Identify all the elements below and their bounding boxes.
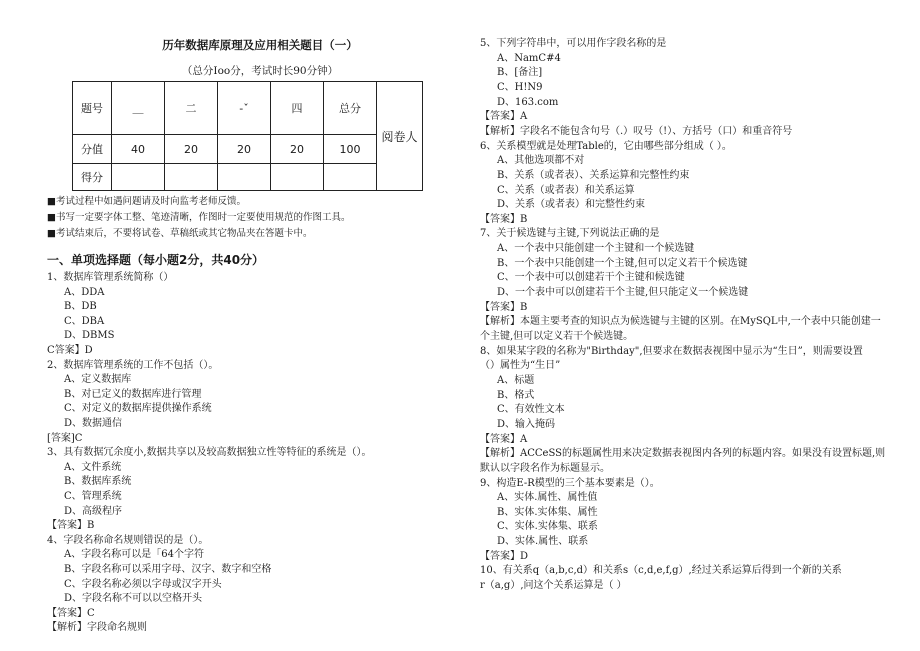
question-line: 8、如果某字段的名称为"Birthday",但要求在数据表视图中显示为“生日”，则需要设置	[480, 345, 863, 357]
question-line: 1、数据库管理系统简称（）	[47, 272, 174, 283]
question-line: D、DBMS	[64, 330, 115, 342]
question-line: 默认以字段名作为标题显示。	[480, 462, 610, 474]
question-line: C答案】D	[47, 345, 93, 356]
question-line: 【解析】字段命名规则	[47, 622, 147, 634]
question-line: B、实体.实体集、属性	[497, 506, 598, 518]
question-line: 4、字段名称命名规则错误的是（）。	[47, 534, 209, 546]
question-line: B、对已定义的数据库进行管理	[64, 388, 202, 400]
header-4: 四	[271, 82, 324, 135]
question-line: 【答案】A	[480, 433, 528, 445]
header-2: 二	[165, 82, 218, 135]
score-1	[112, 164, 165, 191]
row-label-points: 分值	[73, 135, 112, 164]
question-line: C、对定义的数据库提供操作系统	[64, 403, 212, 415]
question-line: A、文件系统	[64, 461, 122, 473]
question-line: 9、构造E-R模型的三个基本要素是（）。	[480, 477, 660, 489]
question-line: 个主键,但可以定义若干个候选键。	[480, 331, 634, 342]
row-label-question: 题号	[73, 82, 112, 135]
points-4: 20	[271, 135, 324, 164]
question-line: 【解析】本题主要考查的知识点为候选键与主键的区别。在MySQL中,一个表中只能创建一	[480, 316, 881, 328]
exam-subtitle: （总分Ioo分，考试时长90分钟）	[181, 65, 339, 77]
question-line: 【答案】A	[480, 111, 528, 123]
question-line: A、NamC#4	[497, 52, 561, 64]
question-line: 【答案】C	[47, 607, 95, 619]
question-line: A、一个表中只能创建一个主键和一个候选键	[497, 243, 695, 255]
question-line: 7、关于候选键与主键,下列说法正确的是	[480, 228, 660, 240]
question-line: 【答案】B	[47, 520, 95, 532]
question-line: C、H!N9	[497, 81, 543, 93]
header-3: -ˇ	[218, 82, 271, 135]
reviewer-cell: 阅卷人	[377, 82, 423, 191]
question-line: 5、下列字符串中，可以用作字段名称的是	[480, 38, 667, 49]
question-line: 10、有关系q（a,b,c,d）和关系s（c,d,e,f,g）,经过关系运算后得到一个新的关系	[480, 565, 842, 577]
question-line: D、关系（或者表）和完整性约束	[497, 199, 646, 211]
question-line: （）属性为“生日”	[480, 360, 561, 372]
question-line: B、格式	[497, 389, 535, 401]
question-line: 【解析】ACCeSS的标题属性用来决定数据表视图内各列的标题内容。如果没有设置标题,则	[480, 448, 886, 460]
question-line: C、一个表中可以创建若干个主键和候选键	[497, 272, 685, 284]
question-line: C、关系（或者表）和关系运算	[497, 184, 635, 196]
question-line: A、DDA	[64, 286, 105, 298]
question-line: C、有效性文本	[497, 404, 565, 416]
score-3	[218, 164, 271, 191]
question-line: A、其他选项都不对	[497, 155, 585, 167]
question-line: A、标题	[497, 374, 535, 386]
question-line: 【解析】字段名不能包含句号（.）叹号（!）、方括号（口）和重音符号	[480, 125, 793, 137]
question-line: r（a,g）,问这个关系运算是（ ）	[480, 580, 627, 592]
page-title: 历年数据库原理及应用相关题目（一）	[162, 38, 358, 52]
question-line: [答案]C	[47, 432, 83, 444]
rule-item: ■书写一定要字体工整、笔迹清晰，作图时一定要使用规范的作图工具。	[47, 212, 351, 223]
section-heading: 一、单项选择题（每小题2分，共40分）	[47, 253, 265, 267]
question-line: C、DBA	[64, 315, 105, 327]
question-line: B、数据库系统	[64, 476, 132, 488]
score-table	[72, 81, 423, 191]
points-2: 20	[165, 135, 218, 164]
question-line: B、[备注]	[497, 67, 543, 79]
score-2	[165, 164, 218, 191]
question-line: C、管理系统	[64, 491, 122, 502]
question-line: C、实体.实体集、联系	[497, 521, 598, 533]
row-label-score: 得分	[73, 164, 112, 191]
points-total: 100	[324, 135, 377, 164]
question-line: 6、关系模型就是处理Table的，它由哪些部分组成（ ）。	[480, 140, 732, 152]
score-4	[271, 164, 324, 191]
score-total	[324, 164, 377, 191]
question-line: 3、具有数据冗余度小,数据共享以及较高数据独立性等特征的系统是（）。	[47, 447, 372, 459]
question-line: D、实体.属性、联系	[497, 536, 589, 548]
header-1: ＿	[112, 82, 165, 135]
question-line: B、字段名称可以采用字母、汉字、数字和空格	[64, 564, 272, 575]
question-line: D、一个表中可以创建若干个主键,但只能定义一个候选键	[497, 287, 749, 299]
question-line: A、定义数据库	[64, 374, 132, 386]
question-line: C、字段名称必须以字母或汉字开头	[64, 578, 222, 590]
question-line: 【答案】B	[480, 213, 528, 225]
question-line: A、实体.属性、属性值	[497, 492, 598, 504]
points-3: 20	[218, 135, 271, 164]
question-line: A、字段名称可以是「64个字符	[64, 549, 204, 561]
question-line: D、数据通信	[64, 418, 123, 429]
question-line: D、163.com	[497, 96, 559, 108]
question-line: 2、数据库管理系统的工作不包括（）。	[47, 359, 219, 371]
points-1: 40	[112, 135, 165, 164]
question-line: 【答案】D	[480, 550, 529, 562]
rule-item: ■考试过程中如遇问题请及时向监考老师反馈。	[47, 196, 246, 207]
question-line: B、关系（或者表）、关系运算和完整性约束	[497, 169, 690, 181]
question-line: B、一个表中只能创建一个主键,但可以定义若干个候选键	[497, 257, 748, 269]
question-line: 【答案】B	[480, 301, 528, 313]
question-line: D、高级程序	[64, 505, 123, 517]
question-line: D、输入掩码	[497, 418, 556, 430]
header-total: 总分	[324, 82, 377, 135]
rule-item: ■考试结束后，不要将试卷、草稿纸或其它物品夹在答题卡中。	[47, 228, 313, 239]
question-line: D、字段名称不可以以空格开头	[64, 593, 203, 605]
question-line: B、DB	[64, 301, 97, 313]
